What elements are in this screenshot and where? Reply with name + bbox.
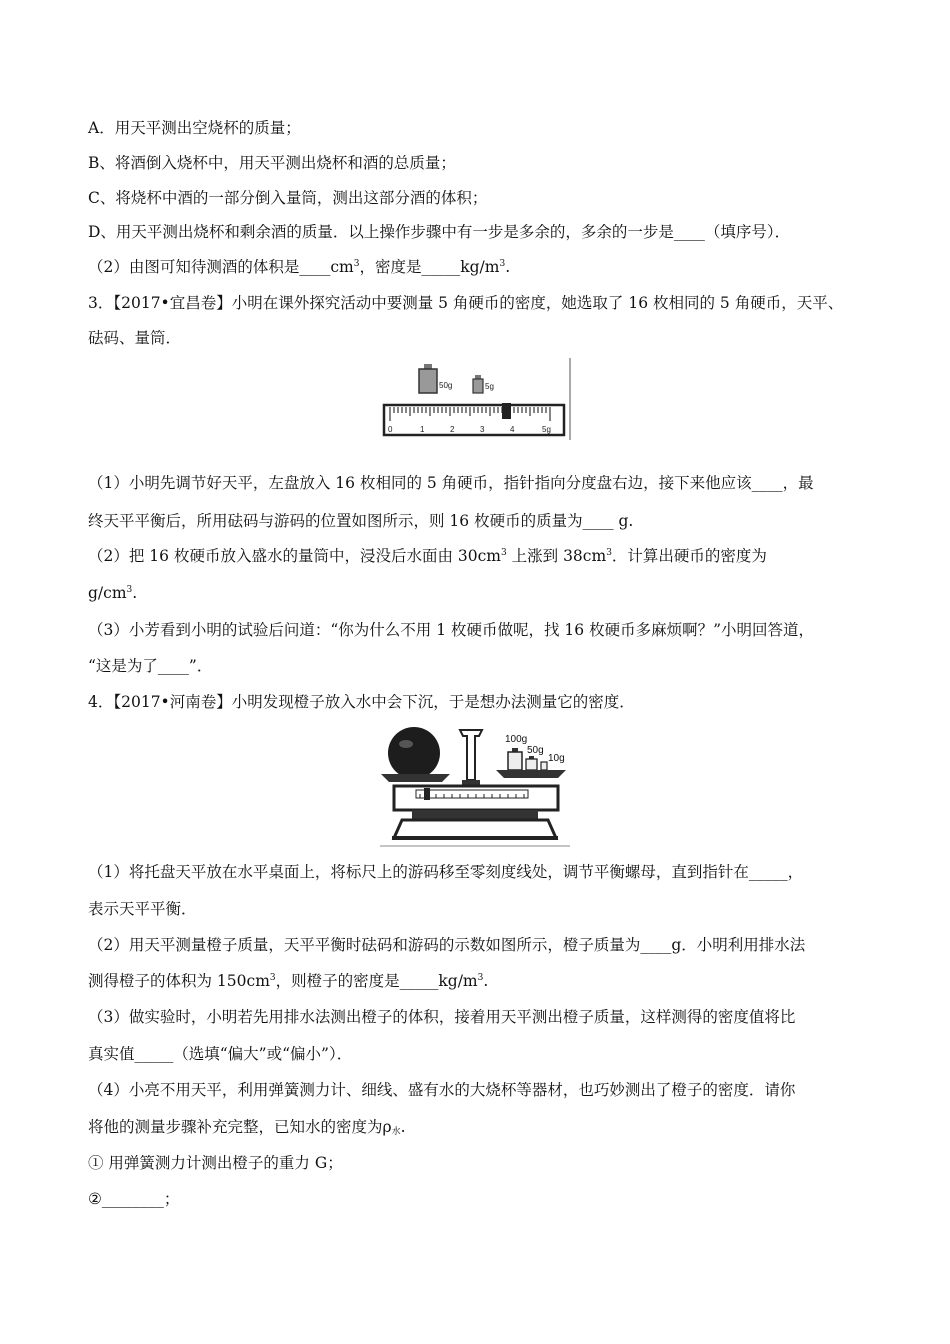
figure-balance-orange <box>378 722 573 850</box>
q3-part-2-b <box>88 583 137 603</box>
q3-part-1-b: 终天平平衡后，所用砝码与游码的位置如图所示，则 16 枚硬币的质量为____ g. <box>88 512 634 530</box>
text: ，则橙子的密度是_____kg/m <box>275 972 478 990</box>
weight-50g <box>419 364 437 393</box>
q4-step-2: ②________； <box>88 1190 180 1208</box>
text: （2）把 16 枚硬币放入盛水的量筒中，浸没后水面由 30cm <box>88 547 501 565</box>
q4-part-2-a: （2）用天平测量橙子质量，天平平衡时砝码和游码的示数如图所示，橙子质量为____g．小明利用排水法 <box>88 936 806 954</box>
q4-step-1: ① 用弹簧测力计测出橙子的重力 G； <box>88 1154 343 1172</box>
label-50g: 50g <box>527 745 544 756</box>
orange <box>388 727 440 779</box>
weight-50g <box>526 756 537 770</box>
superscript: 3 <box>499 259 506 269</box>
q4-part-4-a: （4）小亮不用天平，利用弹簧测力计、细线、盛有水的大烧杯等器材，也巧妙测出了橙子的密度．请你 <box>88 1081 796 1099</box>
superscript: 3 <box>477 973 484 983</box>
text: . <box>483 972 489 990</box>
base-bottom <box>392 836 558 840</box>
scale-label-5g: 5g <box>542 425 551 434</box>
q4-part-4-b <box>88 1117 406 1137</box>
line-c: C、将烧杯中酒的一部分倒入量筒，测出这部分酒的体积； <box>88 189 488 207</box>
text: . <box>400 1118 406 1136</box>
scale-label-4: 4 <box>510 425 515 434</box>
superscript: 3 <box>269 973 276 983</box>
scale-label-1: 1 <box>420 425 425 434</box>
q3-part-2-a <box>88 546 767 566</box>
right-pan <box>496 770 566 778</box>
text: 将他的测量步骤补充完整，已知水的密度为ρ <box>88 1118 392 1136</box>
problem-4-title: 4．【2017•河南卷】小明发现橙子放入水中会下沉，于是想办法测量它的密度． <box>88 693 635 711</box>
text: ，密度是_____kg/m <box>359 258 500 276</box>
question-2-wine-volume <box>88 257 510 277</box>
superscript: 3 <box>606 548 612 558</box>
q4-part-3-b: 真实值_____（选填“偏大”或“偏小”）． <box>88 1045 353 1063</box>
label-100g: 100g <box>505 734 528 745</box>
scale-label-0: 0 <box>388 425 393 434</box>
problem-3-title-cont: 砝码、量筒． <box>88 329 182 347</box>
subscript: 水 <box>391 1127 401 1137</box>
text: 测得橙子的体积为 150cm <box>88 972 270 990</box>
text: . <box>505 258 511 276</box>
text: ．计算出硬币的密度为 <box>611 547 767 565</box>
weight-50g-label: 50g <box>439 381 453 390</box>
q3-part-1-a: （1）小明先调节好天平，左盘放入 16 枚相同的 5 角硬币，指针指向分度盘右边，接下来他应该____，最 <box>88 474 814 492</box>
weight-100g <box>508 748 522 770</box>
superscript: 3 <box>353 259 360 269</box>
line-b: B、将酒倒入烧杯中，用天平测出烧杯和酒的总质量； <box>88 154 456 172</box>
weight-5g <box>473 375 483 393</box>
superscript: 3 <box>126 585 133 595</box>
text: 上涨到 38cm <box>506 547 607 565</box>
base <box>394 820 556 838</box>
line-a: A．用天平测出空烧杯的质量； <box>88 119 301 137</box>
q4-part-2-b <box>88 971 488 991</box>
q3-part-3-b: “这是为了____”． <box>88 657 213 675</box>
weight-10g <box>541 762 547 770</box>
scale-label-2: 2 <box>450 425 455 434</box>
orange-highlight <box>399 740 413 748</box>
text: （2）由图可知待测酒的体积是____cm <box>88 258 354 276</box>
center-pillar <box>460 730 482 780</box>
beam-rider <box>424 788 430 800</box>
superscript: 3 <box>500 548 507 558</box>
q4-part-1-b: 表示天平平衡． <box>88 900 197 918</box>
text: g/cm <box>88 584 127 602</box>
q4-part-3-a: （3）做实验时，小明若先用排水法测出橙子的体积，接着用天平测出橙子质量，这样测得的密度值将比 <box>88 1008 796 1026</box>
scale-label-3: 3 <box>480 425 485 434</box>
rider <box>502 403 511 419</box>
figure-weights-scale <box>378 356 573 442</box>
q4-part-1-a: （1）将托盘天平放在水平桌面上，将标尺上的游码移至零刻度线处，调节平衡螺母，直到指针在_____， <box>88 863 804 881</box>
line-d: D、用天平测出烧杯和剩余酒的质量．以上操作步骤中有一步是多余的，多余的一步是____（填序号）． <box>88 223 791 241</box>
problem-3-title: 3．【2017•宜昌卷】小明在课外探究活动中要测量 5 角硬币的密度，她选取了 16 枚相同的 5 角硬币，天平、 <box>88 294 844 312</box>
left-pan <box>381 774 450 782</box>
q3-part-3-a: （3）小芳看到小明的试验后问道：“你为什么不用 1 枚硬币做呢，找 16 枚硬币多麻烦啊？”小明回答道， <box>88 621 815 639</box>
weight-5g-label: 5g <box>485 382 494 391</box>
text: . <box>132 584 138 602</box>
label-10g: 10g <box>548 753 565 764</box>
